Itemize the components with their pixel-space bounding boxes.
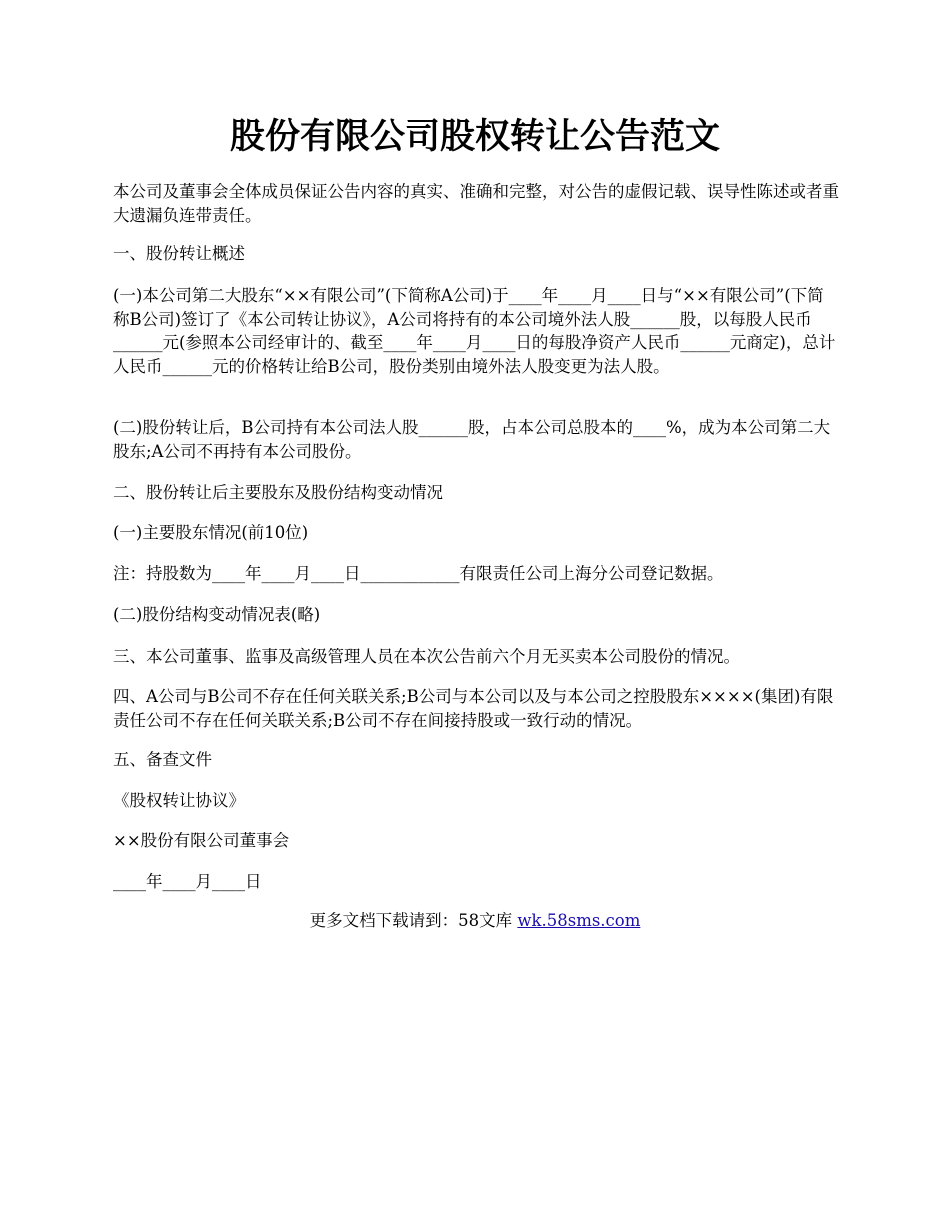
paragraph-after-transfer: (二)股份转让后，B公司持有本公司法人股______股，占本公司总股本的____%，成为本公司第二大股东;A公司不再持有本公司股份。 <box>113 418 831 461</box>
footer-link[interactable]: wk.58sms.com <box>517 911 641 930</box>
signature-date: ____年____月____日 <box>113 872 262 891</box>
paragraph-note: 注：持股数为____年____月____日____________有限责任公司上海分公司登记数据。 <box>113 564 724 583</box>
paragraph-transfer-overview: (一)本公司第二大股东“××有限公司”(下简称A公司)于____年____月____日与“××有限公司”(下简称B公司)签订了《本公司转让协议》，A公司将持有的本公司境外法人股______股，以每股人民币______元(参照本公司经审计的、截至____年____月____日的每股净资产人民币______元商定)，总计人民币______元的价格转让给B公司，股份类别由境外法人股变更为法人股。 <box>113 286 836 376</box>
section-heading-5: 五、备查文件 <box>113 750 212 769</box>
intro-statement: 本公司及董事会全体成员保证公告内容的真实、准确和完整，对公告的虚假记载、误导性陈述或者重大遗漏负连带责任。 <box>113 182 839 225</box>
footer <box>0 909 950 933</box>
document-title: 股份有限公司股权转让公告范文 <box>229 116 720 157</box>
section-heading-3: 三、本公司董事、监事及高级管理人员在本次公告前六个月无买卖本公司股份的情况。 <box>113 647 740 666</box>
section-heading-2: 二、股份转让后主要股东及股份结构变动情况 <box>113 483 443 502</box>
section-heading-4: 四、A公司与B公司不存在任何关联关系;B公司与本公司以及与本公司之控股股东××××(集团)有限责任公司不存在任何关联关系;B公司不存在间接持股或一致行动的情况。 <box>113 687 834 730</box>
subheading-structure-table: (二)股份结构变动情况表(略) <box>113 605 321 624</box>
reference-document: 《股权转让协议》 <box>113 791 245 810</box>
subheading-major-shareholders: (一)主要股东情况(前10位) <box>113 523 309 542</box>
section-heading-1: 一、股份转让概述 <box>113 244 245 263</box>
footer-text: 更多文档下载请到：58文库 <box>309 911 518 930</box>
signature-board: ××股份有限公司董事会 <box>113 831 290 850</box>
